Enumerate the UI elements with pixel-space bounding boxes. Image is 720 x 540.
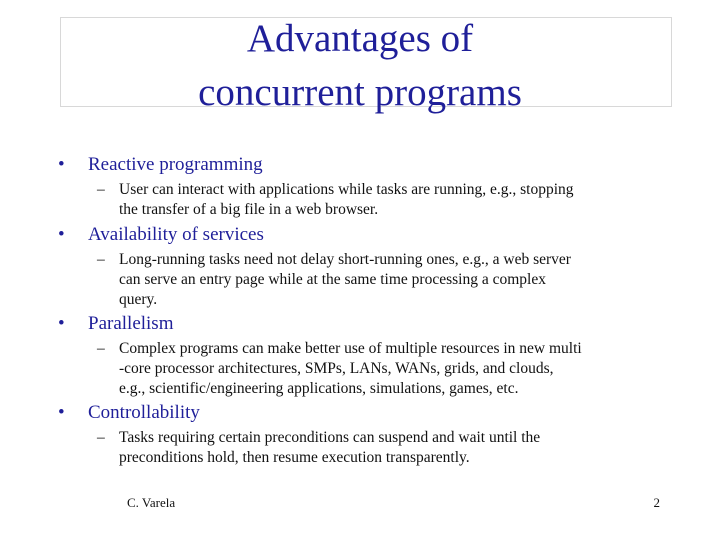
dash-icon: – — [97, 181, 105, 198]
dash-icon: – — [97, 429, 105, 446]
bullet-heading: Reactive programming — [88, 154, 263, 175]
dash-icon: – — [97, 340, 105, 357]
dash-icon: – — [97, 251, 105, 268]
slide-title-line-1: Advantages of — [246, 17, 474, 60]
sub-bullet-line: query. — [119, 291, 158, 308]
sub-bullet-line: the transfer of a big file in a web browser. — [119, 201, 379, 218]
sub-bullet-line: e.g., scientific/engineering applications, simulations, games, etc. — [119, 380, 519, 397]
sub-bullet-line: Complex programs can make better use of multiple resources in new multi — [119, 340, 582, 357]
bullet-dot-icon: • — [58, 154, 65, 175]
sub-bullet-line: preconditions hold, then resume execution transparently. — [119, 449, 470, 466]
sub-bullet-reactive-programming — [97, 180, 667, 220]
bullet-dot-icon: • — [58, 224, 65, 245]
sub-bullet-line: User can interact with applications while tasks are running, e.g., stopping — [119, 181, 574, 198]
sub-bullet-line: can serve an entry page while at the same time processing a complex — [119, 271, 546, 288]
bullet-heading: Parallelism — [88, 313, 174, 334]
bullet-dot-icon: • — [58, 313, 65, 334]
bullet-heading: Availability of services — [88, 224, 264, 245]
sub-bullet-line: -core processor architectures, SMPs, LANs, WANs, grids, and clouds, — [119, 360, 554, 377]
footer-author: C. Varela — [127, 495, 176, 510]
sub-bullet-parallelism — [97, 339, 667, 399]
sub-bullet-line: Tasks requiring certain preconditions can suspend and wait until the — [119, 429, 541, 446]
sub-bullet-availability-of-services — [97, 250, 667, 310]
bullet-heading: Controllability — [88, 402, 200, 423]
slide-title-line-2: concurrent programs — [198, 71, 522, 114]
bullet-dot-icon: • — [58, 402, 65, 423]
sub-bullet-line: Long-running tasks need not delay short-running ones, e.g., a web server — [119, 251, 571, 268]
page-number: 2 — [653, 495, 660, 510]
sub-bullet-controllability — [97, 428, 667, 468]
